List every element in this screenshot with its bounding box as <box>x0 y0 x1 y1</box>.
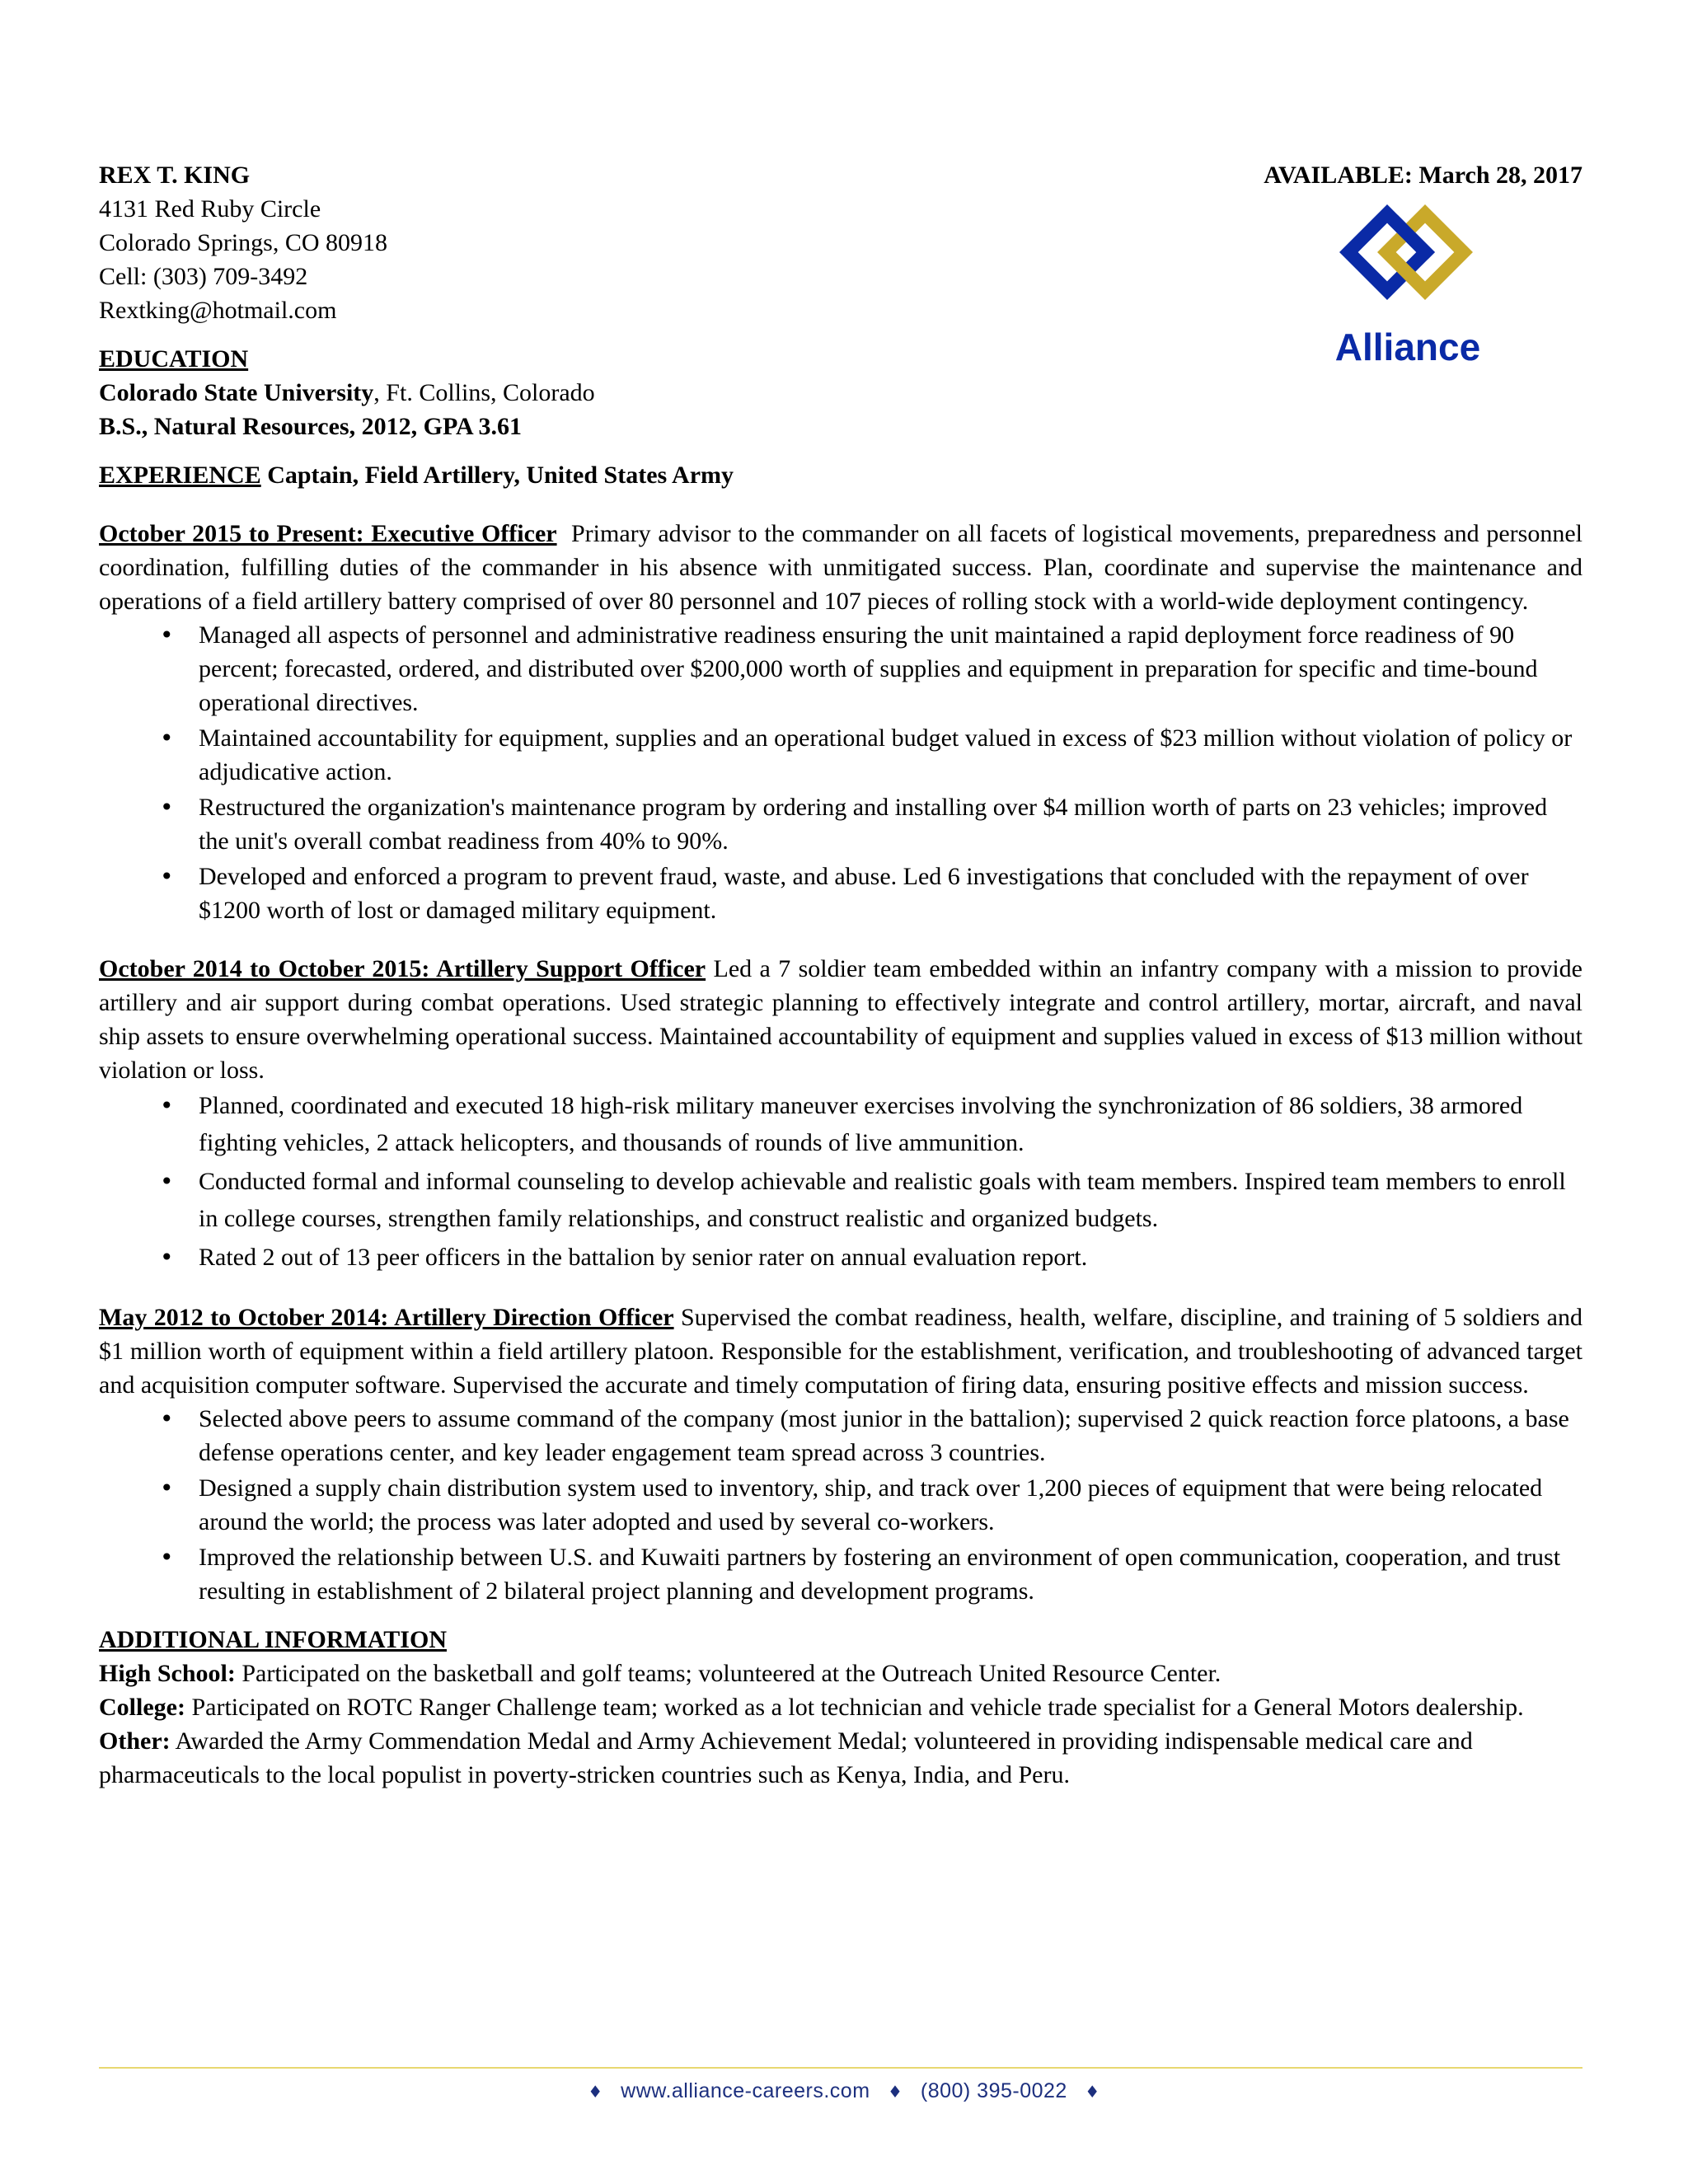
job-entry <box>99 517 1582 618</box>
list-item: • Restructured the organization's maintenance program by ordering and installing over $4 million worth of parts on 23 vehicles; improved the unit's overall combat readiness from 40% to 90%. <box>99 790 1582 858</box>
additional-info-section <box>99 1623 1582 1792</box>
footer <box>0 2074 1688 2109</box>
job-entry <box>99 1301 1582 1402</box>
resume-page <box>99 158 1582 1792</box>
list-item: • Managed all aspects of personnel and administrative readiness ensuring the unit maintained a rapid deployment force readiness of 90 percent; forecasted, ordered, and distributed over $200,000 worth of supplies and equipment in preparation for specific and time-bound operational directives. <box>99 618 1582 719</box>
list-item: • Designed a supply chain distribution system used to inventory, ship, and track over 1,200 pieces of equipment that were being relocated around the world; the process was later adopted and used by several co-workers. <box>99 1471 1582 1539</box>
military-role: Captain, Field Artillery, United States Army <box>267 462 734 489</box>
job-bullet-list <box>99 1087 1582 1276</box>
experience-heading: EXPERIENCE <box>99 462 261 489</box>
additional-item-label: Other: <box>99 1727 171 1755</box>
alliance-logo <box>1311 202 1492 375</box>
footer-website[interactable]: www.alliance-careers.com <box>621 2079 870 2102</box>
job-title: May 2012 to October 2014: Artillery Direction Officer <box>99 1304 674 1331</box>
job-bullet-list <box>99 1402 1582 1608</box>
job-summary: Led a 7 soldier team embedded within an infantry company with a mission to provide artillery and air support during combat operations. Used strategic planning to effectively integrate and control artillery, mortar, aircraft, and naval ship assets to ensure overwhelming operational success. Maintained accountability of equipment and supplies valued in excess of $13 million without violation or loss. <box>99 955 1582 1084</box>
job-title: October 2015 to Present: Executive Officer <box>99 520 557 547</box>
diamond-icon: ♦ <box>1085 2082 1100 2102</box>
experience-heading-row <box>99 458 1582 492</box>
education-heading: EDUCATION <box>99 345 249 373</box>
candidate-name: REX T. KING <box>99 162 251 189</box>
list-item: • Rated 2 out of 13 peer officers in the battalion by senior rater on annual evaluation report. <box>99 1239 1582 1276</box>
diamond-icon: ♦ <box>887 2082 903 2102</box>
additional-item-text: Awarded the Army Commendation Medal and Army Achievement Medal; volunteered in providing indispensable medical care and pharmaceuticals to the local populist in poverty-stricken countries such as Kenya, India, and Peru. <box>99 1727 1473 1788</box>
job-summary: Supervised the combat readiness, health, welfare, discipline, and training of 5 soldiers and $1 million worth of equipment within a field artillery platoon. Responsible for the establishment, verification, and troubleshooting of advanced target and acquisition computer software. Supervised the accurate and timely computation of firing data, ensuring positive effects and mission success. <box>99 1304 1582 1399</box>
additional-item <box>99 1690 1582 1724</box>
additional-item-text: Participated on the basketball and golf teams; volunteered at the Outreach United Resource Center. <box>241 1660 1221 1687</box>
address-line-2: Colorado Springs, CO 80918 <box>99 229 388 256</box>
job-title: October 2014 to October 2015: Artillery Support Officer <box>99 955 706 982</box>
additional-info-heading: ADDITIONAL INFORMATION <box>99 1626 447 1653</box>
additional-item <box>99 1724 1582 1792</box>
school-name: Colorado State University <box>99 379 374 406</box>
school-location: , Ft. Collins, Colorado <box>373 379 595 406</box>
diamond-icon: ♦ <box>588 2082 603 2102</box>
list-item: • Improved the relationship between U.S. and Kuwaiti partners by fostering an environment of open communication, cooperation, and trust resulting in establishment of 2 bilateral project planning and development programs. <box>99 1540 1582 1608</box>
footer-divider <box>99 2067 1582 2069</box>
list-item: • Conducted formal and informal counseling to develop achievable and realistic goals with team members. Inspired team members to enroll in college courses, strengthen family relationships, and construct realistic and organized budgets. <box>99 1163 1582 1237</box>
logo-wordmark: Alliance <box>1334 326 1481 368</box>
list-item: • Developed and enforced a program to prevent fraud, waste, and abuse. Led 6 investigations that concluded with the repayment of over $1200 worth of lost or damaged military equipment. <box>99 860 1582 927</box>
list-item: • Selected above peers to assume command of the company (most junior in the battalion); supervised 2 quick reaction force platoons, a base defense operations center, and key leader engagement team spread across 3 countries. <box>99 1402 1582 1469</box>
availability-date: AVAILABLE: March 28, 2017 <box>1264 162 1582 189</box>
degree: B.S., Natural Resources, 2012, GPA 3.61 <box>99 413 523 440</box>
email-address: Rextking@hotmail.com <box>99 297 337 324</box>
job-summary: Primary advisor to the commander on all facets of logistical movements, preparedness and personnel coordination, fulfilling duties of the commander in his absence with unmitigated success. Plan, coordinate and supervise the maintenance and operations of a field artillery battery comprised of over 80 personnel and 107 pieces of rolling stock with a world-wide deployment contingency. <box>99 520 1582 615</box>
list-item: • Planned, coordinated and executed 18 high-risk military maneuver exercises involving the synchronization of 86 soldiers, 38 armored fighting vehicles, 2 attack helicopters, and thousands of rounds of live ammunition. <box>99 1087 1582 1161</box>
additional-item <box>99 1657 1582 1690</box>
additional-item-label: High School: <box>99 1660 236 1687</box>
job-bullet-list <box>99 618 1582 927</box>
additional-item-label: College: <box>99 1694 185 1721</box>
footer-phone: (800) 395-0022 <box>920 2079 1067 2102</box>
list-item: • Maintained accountability for equipment, supplies and an operational budget valued in excess of $23 million without violation of policy or adjudicative action. <box>99 721 1582 789</box>
cell-phone: Cell: (303) 709-3492 <box>99 263 308 290</box>
additional-item-text: Participated on ROTC Ranger Challenge team; worked as a lot technician and vehicle trade specialist for a General Motors dealership. <box>191 1694 1524 1721</box>
address-line-1: 4131 Red Ruby Circle <box>99 195 321 223</box>
job-entry <box>99 952 1582 1087</box>
